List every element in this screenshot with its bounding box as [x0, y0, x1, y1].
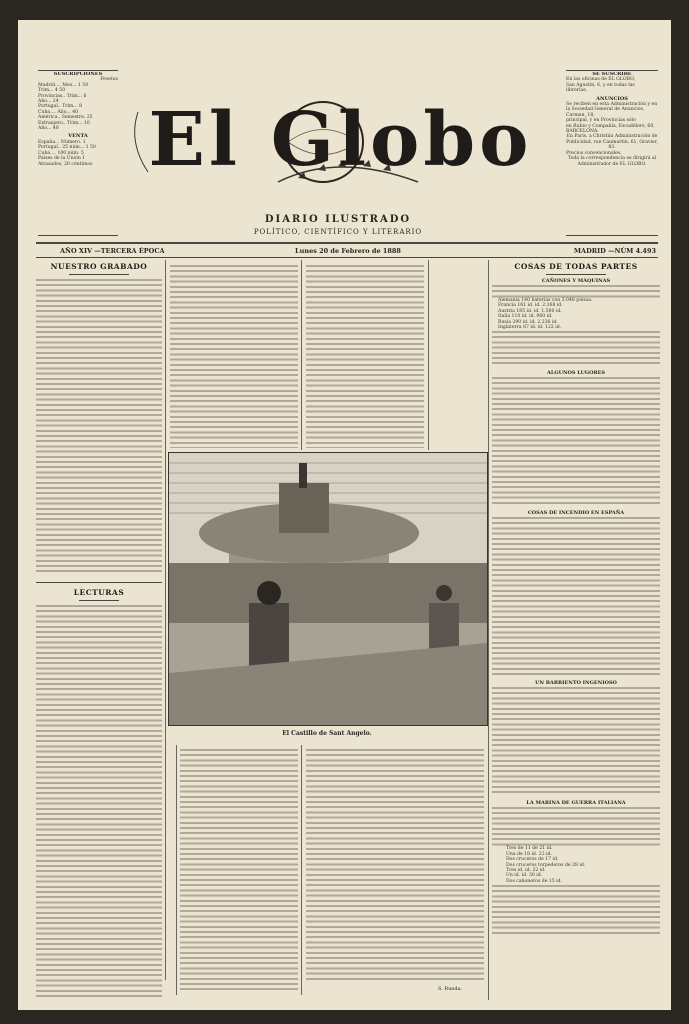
ship-row: Dos cruceros de 17 id. — [506, 857, 559, 863]
masthead-title: El Globo — [148, 97, 533, 183]
anuncios-line: en Rubio y Compañía, Escudillers, 60, — [566, 123, 655, 129]
column-cosas — [492, 262, 660, 1002]
cannon-row: Italia 110 id. id. 960 id. — [498, 314, 553, 320]
cannon-row: Alemania 140 baterías con 3.048 piezas. — [498, 298, 593, 303]
cannon-row: Inglaterra 87 id. id. 122 id. — [498, 325, 562, 331]
ship-row: Un id. id. 30 id. — [506, 873, 543, 879]
info-line: librerías. — [566, 88, 588, 94]
subscription-line: Trim... 4 50 — [38, 88, 66, 94]
info-line: En las oficinas de EL GLOBO, — [566, 77, 636, 83]
masthead-subtitle: DIARIO ILUSTRADO — [264, 214, 412, 225]
subscription-line: Año... 40 — [38, 126, 59, 132]
subscription-line: Provincias.. Trim... 6 — [38, 93, 87, 99]
cannon-row: Francia 161 id. id. 2.168 id. — [498, 303, 563, 309]
article-body — [36, 604, 162, 998]
subscription-line: Cuba.... Año... 40 — [38, 109, 79, 115]
anuncios-line: BARCELONA. — [566, 129, 599, 135]
ship-row: Tres id. id. 22 id. — [506, 868, 546, 874]
subhead: ALGUNOS LUGORES — [546, 370, 606, 377]
engraving-caption: El Castillo de Sant Angelo. — [282, 730, 372, 737]
section-heading: COSAS DE TODAS PARTES — [514, 262, 638, 271]
venta-line: Portugal.. 25 núm... 1 50 — [38, 145, 96, 151]
venta-line: Países de la Unión 1 — [38, 156, 86, 162]
section-heading: LECTURAS — [73, 588, 125, 597]
article-body — [492, 516, 660, 676]
venta-line: España... Número. 1 — [38, 139, 86, 145]
article-body — [492, 376, 660, 506]
venta-line: Atrasados, 20 céntimos — [38, 161, 93, 167]
venta-heading: VENTA — [68, 133, 88, 140]
anuncios-heading: ANUNCIOS — [596, 95, 628, 102]
subhead: COSAS DE INCENDIO EN ESPAÑA — [527, 510, 625, 517]
dateline-right: MADRID —NÚM 4.493 — [573, 247, 656, 255]
subhead: UN BARRIENTO INGENIOSO — [535, 680, 617, 687]
subscription-subheading: Pesetas — [100, 77, 118, 83]
ship-row: Dos cañoneros de 15 id. — [506, 878, 563, 884]
ship-row: Una de 18 id. 22 id. — [506, 851, 552, 857]
engraving-illustration — [168, 452, 488, 726]
info-heading: SE SUSCRIBE — [592, 72, 632, 77]
subscription-line: Portugal.. Trim... 8 — [38, 104, 83, 110]
masthead-logo — [118, 82, 563, 202]
newspaper-page — [18, 20, 671, 1010]
article-column-4 — [180, 748, 298, 993]
ship-row: Tres de 11 de 21 id. — [506, 846, 553, 852]
subhead: LA MARINA DE GUERRA ITALIANA — [526, 800, 626, 807]
signature: S. Rueda. — [438, 986, 463, 992]
article-column-3 — [306, 264, 424, 448]
article-body — [492, 806, 660, 846]
castle-engraving — [169, 453, 487, 725]
anuncios-line: En París, a Christini Administración de Publicidad, rue Caumartin, 61, Gravier, 83. — [566, 134, 658, 151]
article-body — [492, 330, 660, 366]
subscription-line: Extranjero.. Trim... 10 — [38, 120, 90, 126]
article-body — [36, 278, 162, 572]
anuncios-line: principal, y en Provincias sólo — [566, 118, 636, 124]
anuncios-line: Toda la correspondencia se dirigirá al Administrador de EL GLOBO. — [567, 156, 657, 167]
article-column-5 — [306, 748, 484, 983]
dateline-center: Lunes 20 de Febrero de 1888 — [295, 247, 401, 255]
subscription-box — [38, 72, 118, 242]
column-lecturas — [36, 588, 162, 998]
column-nuestro-grabado — [36, 262, 162, 572]
article-body — [492, 686, 660, 796]
venta-line: Cuba.... 100 núm. 5 — [38, 150, 84, 156]
anuncios-line: Precios convencionales. — [566, 150, 622, 156]
subscription-heading: SUSCRIPCIONES — [53, 72, 103, 77]
dateline-left: AÑO XIV —TERCERA ÉPOCA — [60, 247, 165, 255]
anuncios-line: Se reciben en esta Administración y en la Sociedad General de Anuncios, Carmen, 18, — [566, 102, 658, 118]
info-line: San Agustín, 6, y en todas las — [566, 82, 635, 88]
masthead-subtitle2: POLÍTICO, CIENTÍFICO Y LITERARIO — [253, 228, 423, 236]
ship-row: Dos cruceros torpederos de 28 id. — [506, 862, 586, 868]
cannon-row: Austria 185 id. id. 1.580 id. — [498, 308, 562, 314]
subscription-line: América.. Semestre. 25 — [38, 115, 93, 121]
article-body — [492, 284, 660, 298]
subscription-line: Madrid.... Mes... 1 50 — [38, 82, 89, 88]
cannon-row: Rusia 290 id. id. 2.236 id. — [498, 319, 558, 325]
subscription-line: Año... 24 — [38, 99, 59, 105]
article-column-2 — [170, 264, 298, 448]
section-heading: NUESTRO GRABADO — [50, 262, 148, 271]
article-body — [492, 884, 660, 934]
info-box — [566, 72, 658, 242]
subhead: CAÑONES Y MÁQUINAS — [541, 278, 611, 284]
